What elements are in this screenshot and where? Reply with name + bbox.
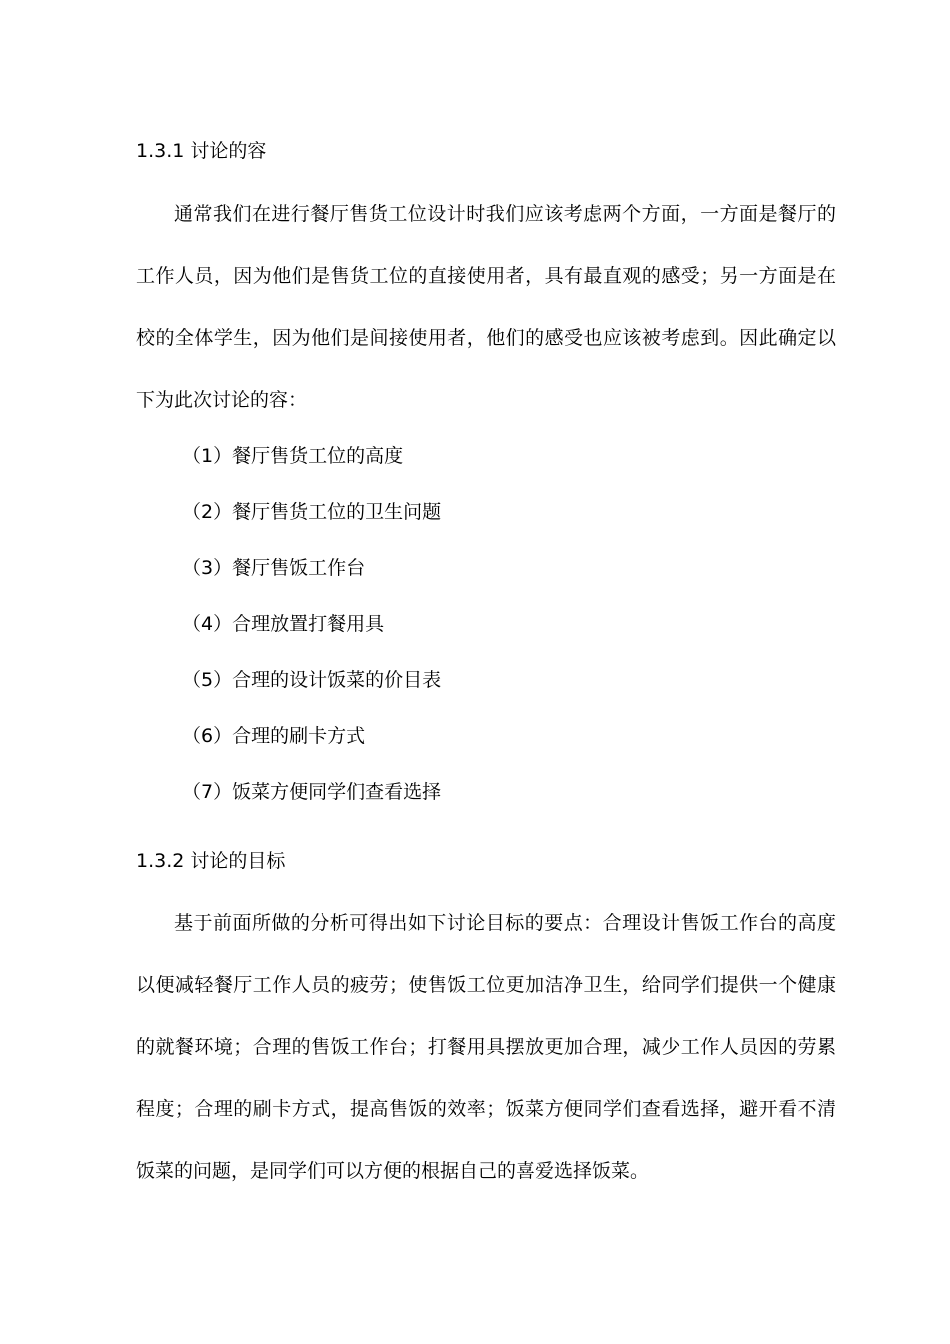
- paragraph-line: 以便减轻餐厅工作人员的疲劳；使售饭工位更加洁净卫生，给同学们提供一个健康: [136, 974, 836, 996]
- paragraph-line: 下为此次讨论的容：: [136, 389, 308, 411]
- paragraph-line: 饭菜的问题，是同学们可以方便的根据自己的喜爱选择饭菜。: [136, 1160, 650, 1182]
- list-item: （2）餐厅售货工位的卫生问题: [182, 501, 442, 523]
- list-item: （6）合理的刷卡方式: [182, 725, 366, 747]
- list-item: （4）合理放置打餐用具: [182, 613, 385, 635]
- paragraph-line: 工作人员，因为他们是售货工位的直接使用者，具有最直观的感受；另一方面是在: [136, 265, 836, 287]
- paragraph-line: 基于前面所做的分析可得出如下讨论目标的要点：合理设计售饭工作台的高度: [174, 912, 836, 934]
- paragraph-line: 通常我们在进行餐厅售货工位设计时我们应该考虑两个方面，一方面是餐厅的: [174, 203, 836, 225]
- paragraph-line: 程度；合理的刷卡方式，提高售饭的效率；饭菜方便同学们查看选择，避开看不清: [136, 1098, 836, 1120]
- list-item: （5）合理的设计饭菜的价目表: [182, 669, 442, 691]
- paragraph-line: 校的全体学生，因为他们是间接使用者，他们的感受也应该被考虑到。因此确定以: [136, 327, 836, 349]
- section-heading: 1.3.2 讨论的目标: [136, 850, 286, 872]
- section-heading: 1.3.1 讨论的容: [136, 140, 267, 162]
- list-item: （1）餐厅售货工位的高度: [182, 445, 404, 467]
- list-item: （7）饭菜方便同学们查看选择: [182, 781, 442, 803]
- list-item: （3）餐厅售饭工作台: [182, 557, 366, 579]
- paragraph-line: 的就餐环境；合理的售饭工作台；打餐用具摆放更加合理，减少工作人员因的劳累: [136, 1036, 836, 1058]
